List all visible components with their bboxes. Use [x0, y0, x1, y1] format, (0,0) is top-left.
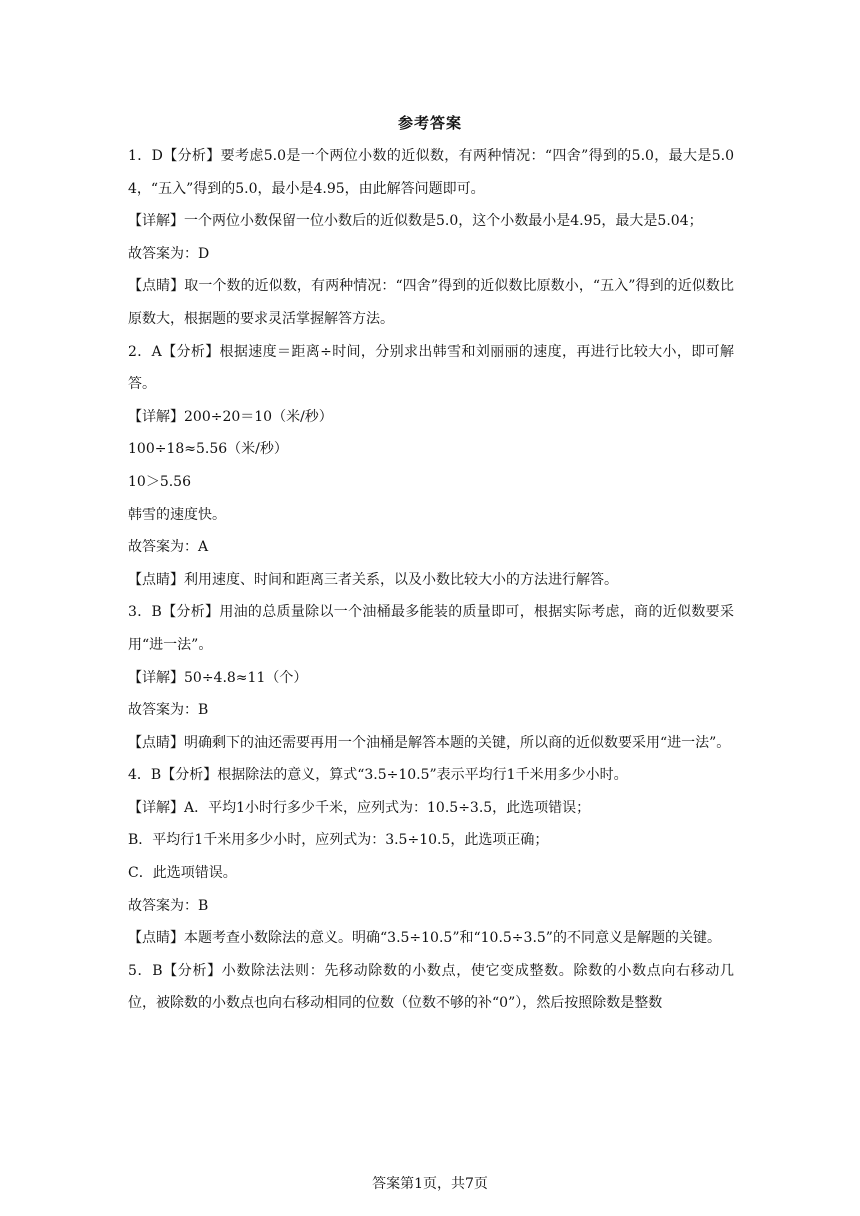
paragraph: 【详解】50÷4.8≈11（个）	[128, 669, 308, 686]
paragraph: 5．B【分析】小数除法法则：先移动除数的小数点，使它变成整数。除数的小数点向右移动几位，被除数的小数点也向右移动相同的位数（位数不够的补“0”），然后按照除数是整数	[128, 962, 734, 1012]
paragraph: 【详解】200÷20＝10（米/秒）	[128, 408, 333, 425]
paragraph: C．此选项错误。	[128, 865, 237, 882]
paragraph: B．平均行1千米用多少小时，应列式为：3.5÷10.5，此选项正确；	[128, 832, 549, 849]
paragraph: 【详解】一个两位小数保留一位小数后的近似数是5.0，这个小数最小是4.95，最大是5.04；	[128, 213, 703, 230]
paragraph: 故答案为：D	[128, 245, 210, 262]
paragraph: 1．D【分析】要考虑5.0是一个两位小数的近似数，有两种情况：“四舍”得到的5.0，最大是5.04，“五入”得到的5.0，最小是4.95，由此解答问题即可。	[128, 148, 734, 197]
paragraph: 【点睛】本题考查小数除法的意义。明确“3.5÷10.5”和“10.5÷3.5”的不同意义是解题的关键。	[128, 930, 721, 947]
paragraph: 故答案为：B	[128, 897, 209, 914]
page-footer: 答案第1页，共7页	[372, 1176, 488, 1192]
paragraph: 故答案为：A	[128, 539, 209, 556]
paragraph: 10＞5.56	[128, 473, 191, 490]
paragraph: 100÷18≈5.56（米/秒）	[128, 441, 288, 458]
paragraph: 2．A【分析】根据速度＝距离÷时间，分别求出韩雪和刘丽丽的速度，再进行比较大小，即可解答。	[128, 343, 734, 393]
paragraph: 4．B【分析】根据除法的意义，算式“3.5÷10.5”表示平均行1千米用多少小时。	[128, 767, 628, 784]
paragraph: 【点睛】取一个数的近似数，有两种情况：“四舍”得到的近似数比原数小，“五入”得到的近似数比原数大，根据题的要求灵活掌握解答方法。	[128, 278, 734, 327]
paragraph: 【点睛】利用速度、时间和距离三者关系，以及小数比较大小的方法进行解答。	[128, 571, 618, 588]
page-title: 参考答案	[397, 114, 462, 132]
paragraph: 故答案为：B	[128, 702, 209, 719]
paragraph: 【点睛】明确剩下的油还需要再用一个油桶是解答本题的关键，所以商的近似数要采用“进一法”。	[128, 734, 731, 751]
paragraph: 韩雪的速度快。	[128, 506, 226, 523]
answer-content	[128, 140, 734, 1020]
paragraph: 3．B【分析】用油的总质量除以一个油桶最多能装的质量即可，根据实际考虑，商的近似数要采用“进一法”。	[128, 604, 734, 653]
paragraph: 【详解】A．平均1小时行多少千米，应列式为：10.5÷3.5，此选项错误；	[128, 799, 591, 816]
